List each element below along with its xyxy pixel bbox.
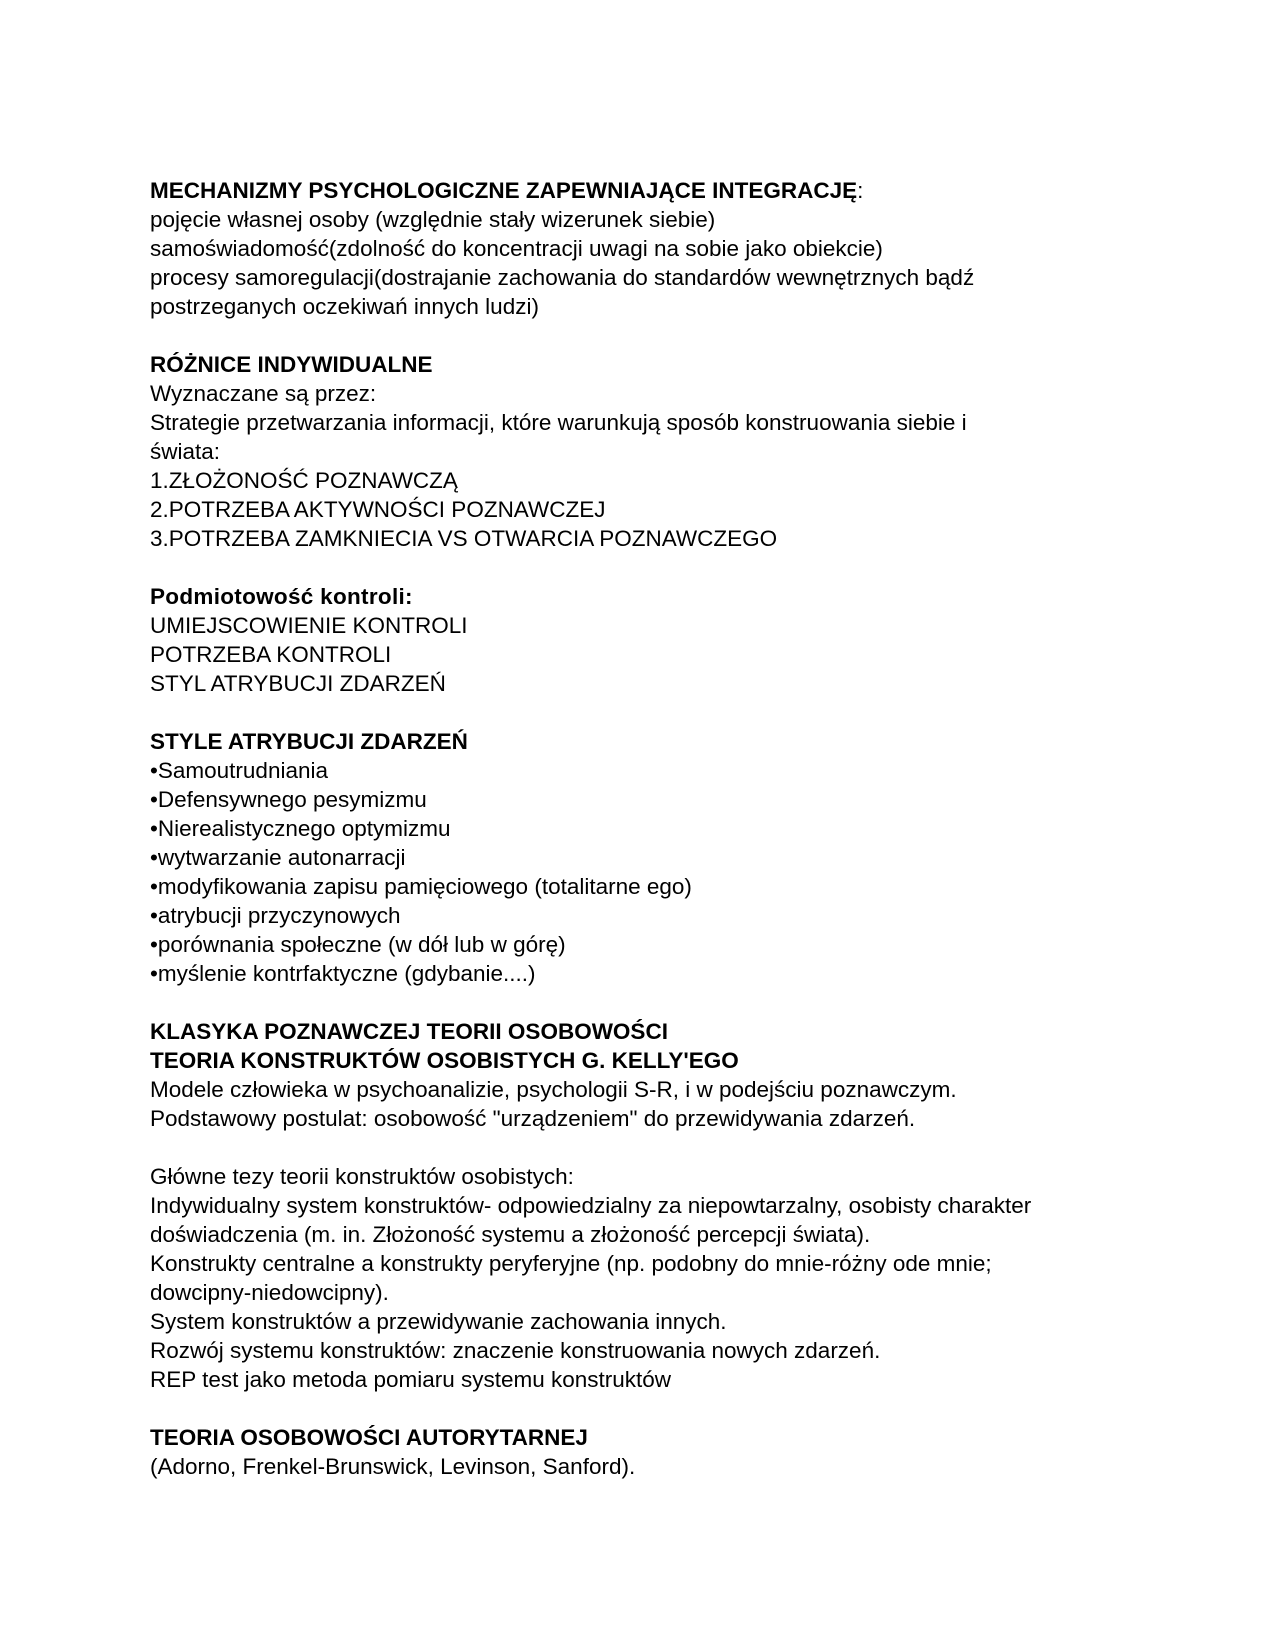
bullet-item: •atrybucji przyczynowych [150,903,401,928]
bullet-item: •modyfikowania zapisu pamięciowego (totalitarne ego) [150,874,692,899]
paragraph-line: procesy samoregulacji(dostrajanie zachowania do standardów wewnętrznych bądź postrzeganych oczekiwań innych ludzi) [150,265,975,319]
paragraph-line: pojęcie własnej osoby (względnie stały wizerunek siebie) [150,207,716,232]
document-page [150,176,1150,1510]
section-heading: KLASYKA POZNAWCZEJ TEORII OSOBOWOŚCI [150,1019,668,1044]
section-attribution-styles [150,727,1150,988]
paragraph-line: Podstawowy postulat: osobowość "urządzeniem" do przewidywania zdarzeń. [150,1106,916,1131]
section-subheading: TEORIA KONSTRUKTÓW OSOBISTYCH G. KELLY'EGO [150,1048,739,1073]
section-integration-mechanisms [150,176,1150,321]
bullet-item: •Nierealistycznego optymizmu [150,816,451,841]
section-control-agency [150,582,1150,698]
section-main-theses [150,1162,1150,1394]
section-heading: RÓŻNICE INDYWIDUALNE [150,352,433,377]
paragraph-line: Wyznaczane są przez: [150,381,377,406]
paragraph-line: samoświadomość(zdolność do koncentracji uwagi na sobie jako obiekcie) [150,236,883,261]
bullet-item: •myślenie kontrfaktyczne (gdybanie....) [150,961,536,986]
paragraph-line: Główne tezy teorii konstruktów osobistych: [150,1164,574,1189]
list-item: 2.POTRZEBA AKTYWNOŚCI POZNAWCZEJ [150,497,606,522]
section-heading-colon: : [857,178,864,203]
section-heading [150,176,1150,205]
bullet-item: •Samoutrudniania [150,758,328,783]
paragraph-line: Indywidualny system konstruktów- odpowiedzialny za niepowtarzalny, osobisty charakter doświadczenia (m. in. Złożoność systemu a złożoność percepcji świata). [150,1193,1032,1247]
paragraph-line: Rozwój systemu konstruktów: znaczenie konstruowania nowych zdarzeń. [150,1338,881,1363]
section-heading: STYLE ATRYBUCJI ZDARZEŃ [150,729,468,754]
list-item: 1.ZŁOŻONOŚĆ POZNAWCZĄ [150,468,458,493]
list-item: STYL ATRYBUCJI ZDARZEŃ [150,671,446,696]
list-item: POTRZEBA KONTROLI [150,642,392,667]
section-kelly-theory [150,1017,1150,1133]
paragraph-line: Konstrukty centralne a konstrukty peryferyjne (np. podobny do mnie-różny ode mnie; dowcipny-niedowcipny). [150,1251,992,1305]
list-item: UMIEJSCOWIENIE KONTROLI [150,613,468,638]
section-authoritarian-personality [150,1423,1150,1481]
paragraph-line: System konstruktów a przewidywanie zachowania innych. [150,1309,727,1334]
list-item: 3.POTRZEBA ZAMKNIECIA VS OTWARCIA POZNAWCZEGO [150,526,778,551]
bullet-item: •Defensywnego pesymizmu [150,787,427,812]
section-heading: TEORIA OSOBOWOŚCI AUTORYTARNEJ [150,1425,588,1450]
paragraph-line: Strategie przetwarzania informacji, które warunkują sposób konstruowania siebie i świata: [150,410,967,464]
section-heading: Podmiotowość kontroli: [150,584,413,609]
bullet-item: •wytwarzanie autonarracji [150,845,406,870]
paragraph-line: Modele człowieka w psychoanalizie, psychologii S-R, i w podejściu poznawczym. [150,1077,957,1102]
section-individual-differences [150,350,1150,553]
paragraph-line: REP test jako metoda pomiaru systemu konstruktów [150,1367,672,1392]
bullet-item: •porównania społeczne (w dół lub w górę) [150,932,566,957]
section-heading-text: MECHANIZMY PSYCHOLOGICZNE ZAPEWNIAJĄCE INTEGRACJĘ [150,178,858,203]
paragraph-line: (Adorno, Frenkel-Brunswick, Levinson, Sanford). [150,1454,636,1479]
